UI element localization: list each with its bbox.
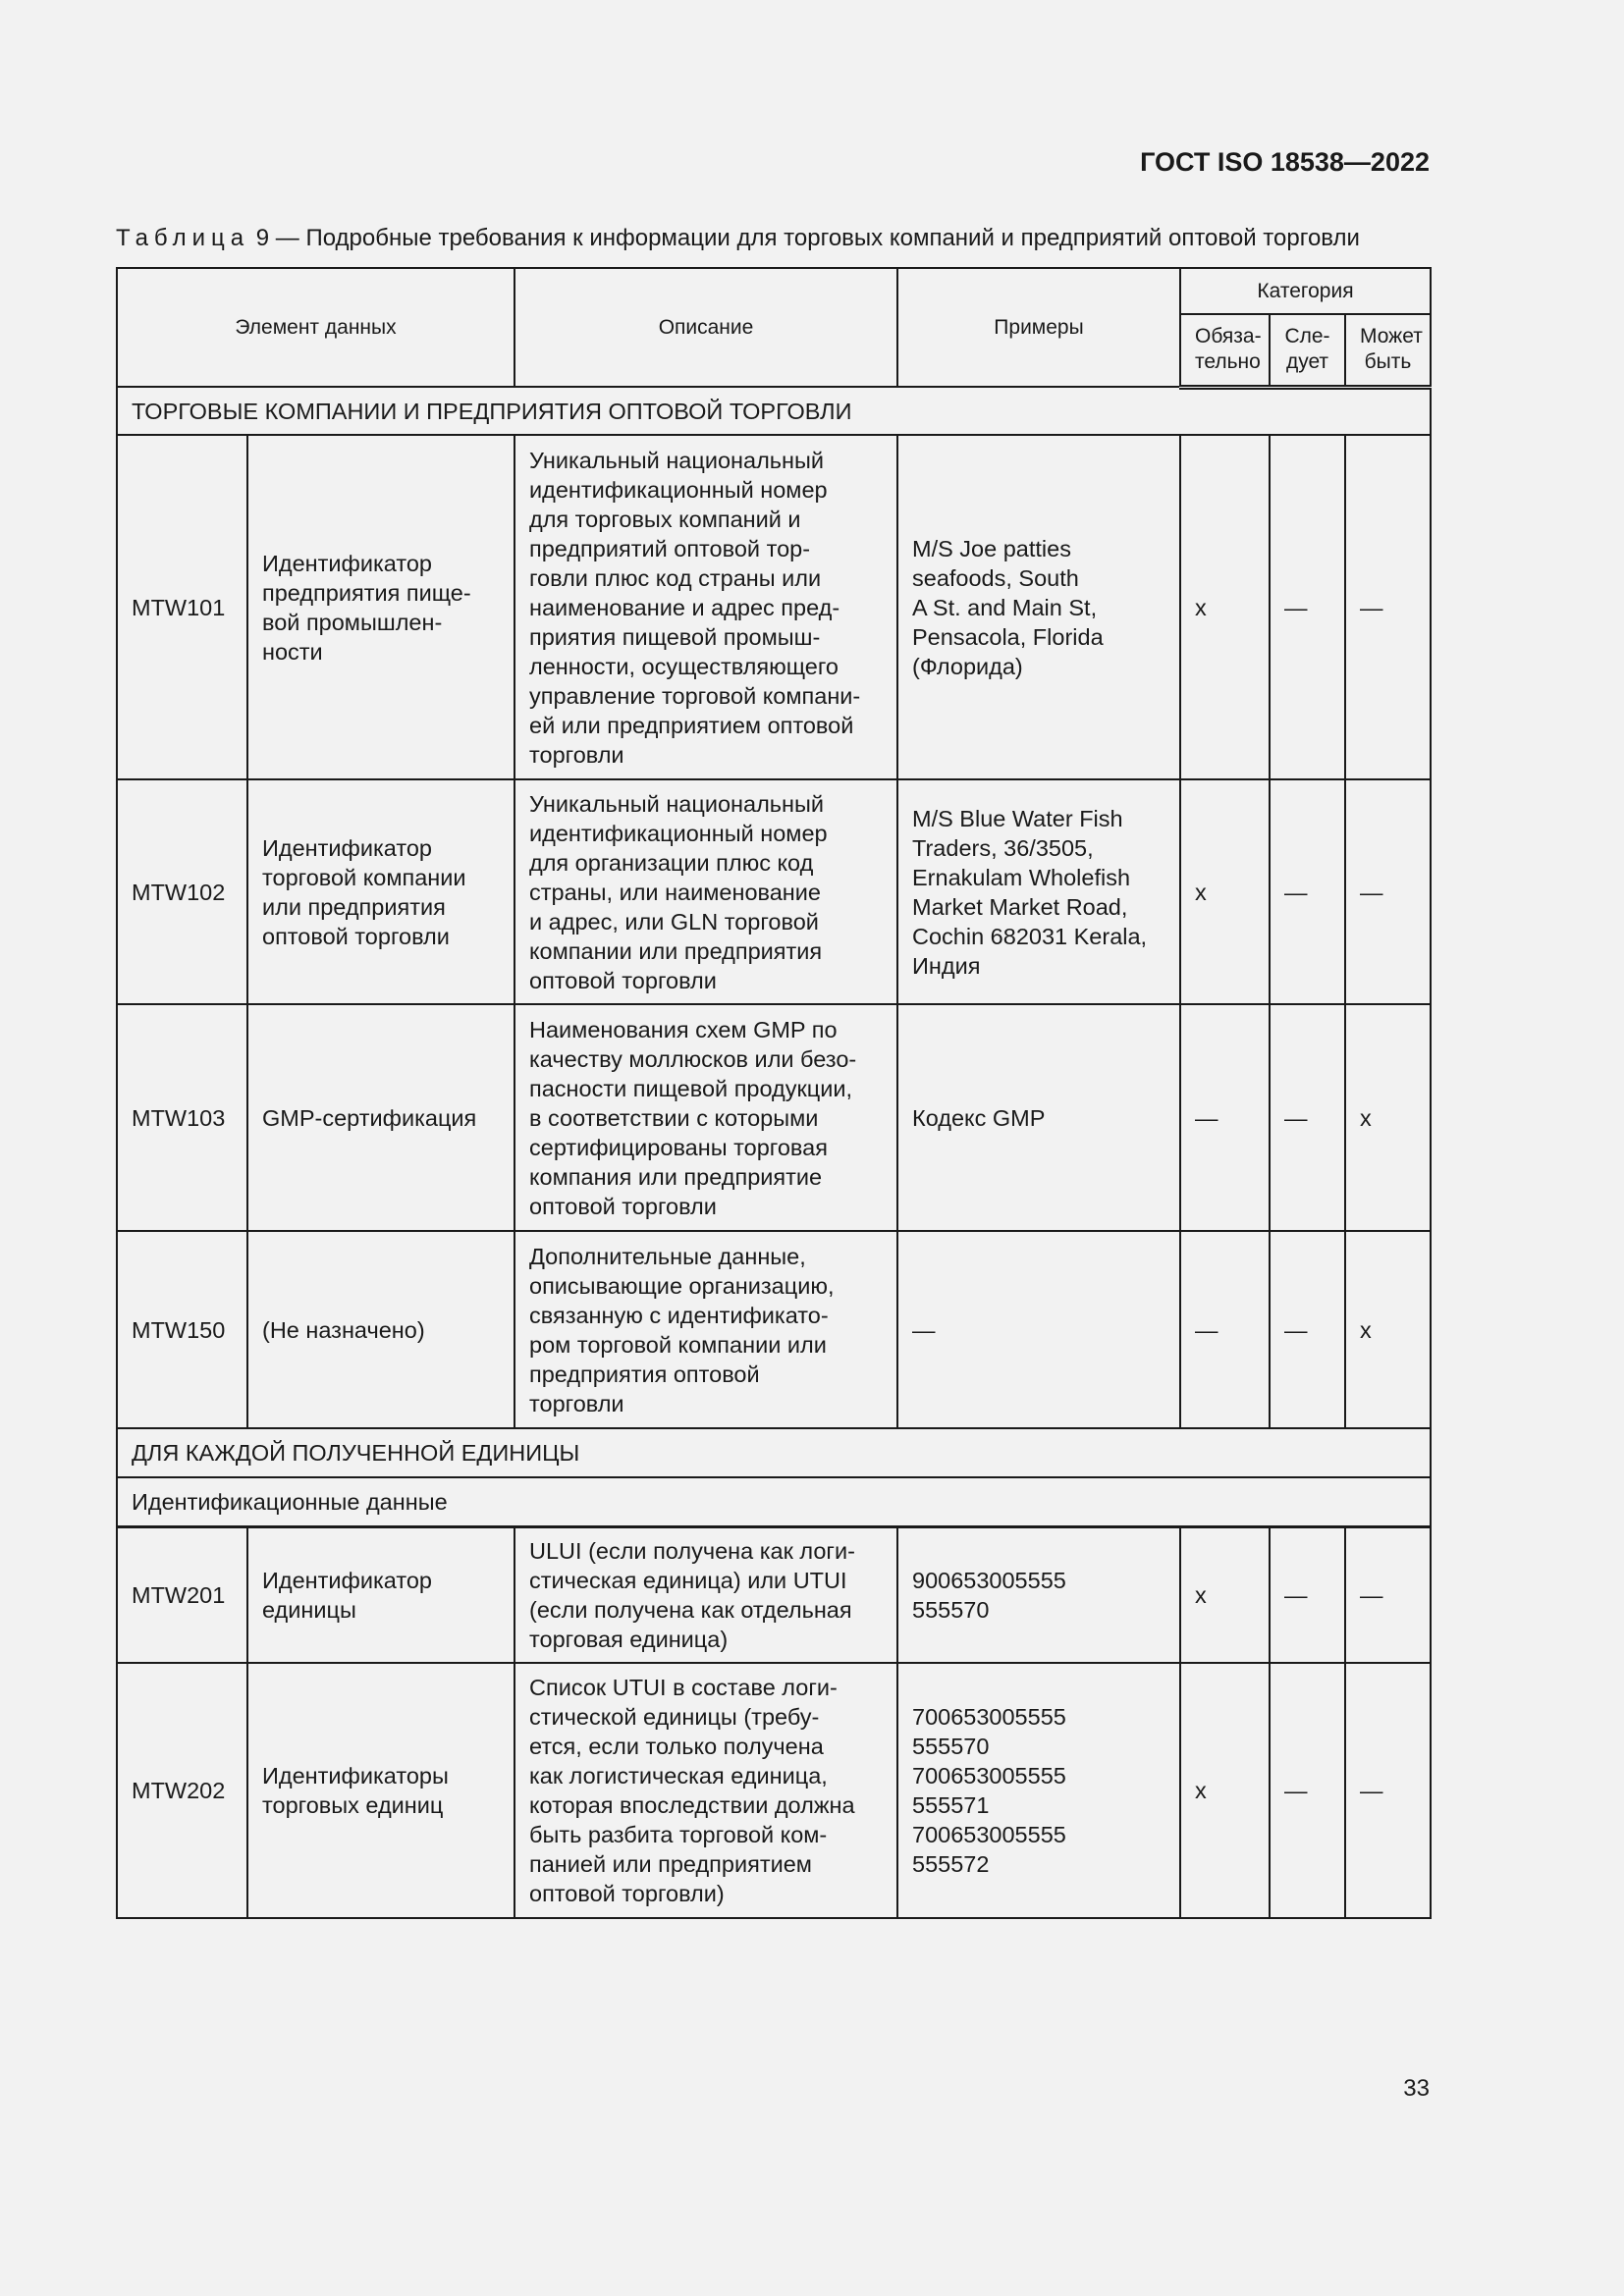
row-description: Наименования схем GMP по качеству моллюсков или безо- пасности пищевой продукции, в соответствии с которыми сертифицированы торговая компания или предприятие оптовой торговли [514,1004,897,1231]
row-element: Идентификатор единицы [247,1526,514,1663]
section-row [117,1428,1431,1477]
row-examples: Кодекс GMP [897,1004,1180,1231]
row-code: MTW102 [117,779,247,1004]
row-description: ULUI (если получена как логи- стическая единица) или UTUI (если получена как отдельная торговая единица) [514,1526,897,1663]
table-row [117,1526,1431,1663]
table-row [117,779,1431,1004]
row-examples: — [897,1231,1180,1428]
header-element: Элемент данных [117,268,514,387]
row-may: — [1345,1526,1431,1663]
row-examples: M/S Joe patties seafoods, South A St. and Main St, Pensacola, Florida (Флорида) [897,435,1180,779]
header-category: Категория [1180,268,1431,314]
row-must: x [1180,435,1270,779]
page-number: 33 [1403,2075,1430,2102]
table-caption-label: Таблица [116,225,250,251]
row-element: Идентификатор предприятия пище- вой промышлен- ности [247,435,514,779]
section-title: ДЛЯ КАЖДОЙ ПОЛУЧЕННОЙ ЕДИНИЦЫ [117,1428,1431,1477]
subsection-row [117,1477,1431,1526]
row-examples: 900653005555 555570 [897,1526,1180,1663]
table-row [117,1231,1431,1428]
table-caption [116,225,1360,252]
subsection-title: Идентификационные данные [117,1477,1431,1526]
row-should: — [1270,1004,1345,1231]
row-should: — [1270,1663,1345,1918]
header-category-should: Сле- дует [1270,314,1345,387]
row-may: — [1345,435,1431,779]
row-code: MTW103 [117,1004,247,1231]
row-may: — [1345,779,1431,1004]
row-must: x [1180,779,1270,1004]
table-caption-text: 9 — Подробные требования к информации для торговых компаний и предприятий оптовой торговли [249,225,1360,251]
row-element: Идентификаторы торговых единиц [247,1663,514,1918]
table-row [117,435,1431,779]
row-examples: 700653005555 555570 700653005555 555571 700653005555 555572 [897,1663,1180,1918]
row-code: MTW150 [117,1231,247,1428]
requirements-table [116,267,1432,1919]
row-should: — [1270,435,1345,779]
row-code: MTW101 [117,435,247,779]
table-row [117,1004,1431,1231]
row-element: (Не назначено) [247,1231,514,1428]
row-should: — [1270,1526,1345,1663]
row-must: — [1180,1004,1270,1231]
row-should: — [1270,1231,1345,1428]
header-category-must: Обяза- тельно [1180,314,1270,387]
row-may: x [1345,1231,1431,1428]
header-description: Описание [514,268,897,387]
row-code: MTW202 [117,1663,247,1918]
row-element: GMP-сертификация [247,1004,514,1231]
document-id: ГОСТ ISO 18538—2022 [1140,147,1430,177]
row-code: MTW201 [117,1526,247,1663]
row-examples: M/S Blue Water Fish Traders, 36/3505, Ernakulam Wholefish Market Market Road, Cochin 682031 Kerala, Индия [897,779,1180,1004]
row-description: Уникальный национальный идентификационный номер для организации плюс код страны, или наименование и адрес, или GLN торговой компании или предприятия оптовой торговли [514,779,897,1004]
row-description: Список UTUI в составе логи- стической единицы (требу- ется, если только получена как логистическая единица, которая впоследствии должна быть разбита торговой ком- панией или предприятием оптовой торговли) [514,1663,897,1918]
table-row [117,1663,1431,1918]
row-should: — [1270,779,1345,1004]
row-description: Уникальный национальный идентификационный номер для торговых компаний и предприятий оптовой тор- говли плюс код страны или наименование и адрес пред- приятия пищевой промыш- ленности, осуществляющего управление торговой компани- ей или предприятием оптовой торговли [514,435,897,779]
row-may: — [1345,1663,1431,1918]
row-description: Дополнительные данные, описывающие организацию, связанную с идентификато- ром торговой компании или предприятия оптовой торговли [514,1231,897,1428]
header-category-may: Может быть [1345,314,1431,387]
section-row [117,387,1431,435]
row-must: — [1180,1231,1270,1428]
row-must: x [1180,1663,1270,1918]
row-element: Идентификатор торговой компании или предприятия оптовой торговли [247,779,514,1004]
row-may: x [1345,1004,1431,1231]
header-examples: Примеры [897,268,1180,387]
section-title: ТОРГОВЫЕ КОМПАНИИ И ПРЕДПРИЯТИЯ ОПТОВОЙ ТОРГОВЛИ [117,387,1431,435]
row-must: x [1180,1526,1270,1663]
